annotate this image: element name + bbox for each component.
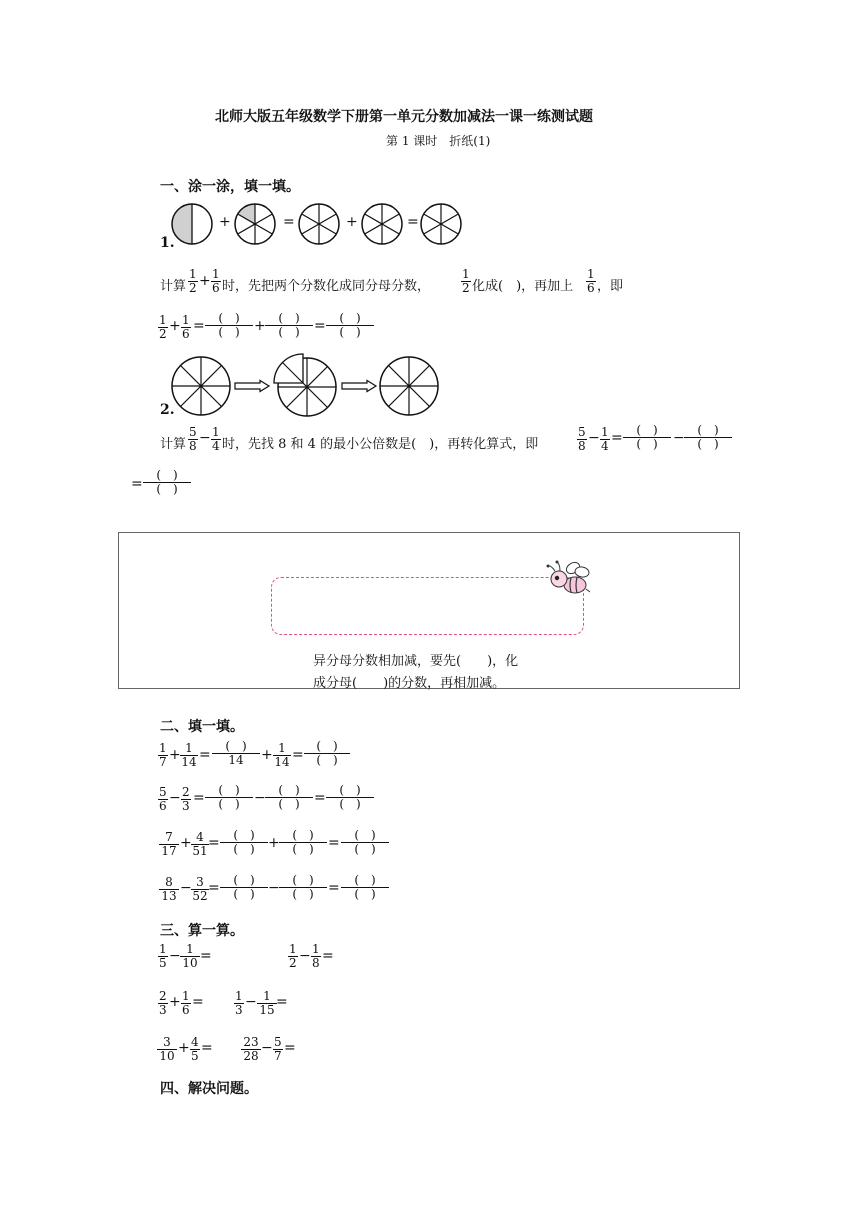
sixths-circle — [360, 202, 404, 246]
blank-fraction[interactable]: ( ) ( ) — [305, 740, 349, 767]
equals-sign: = — [200, 948, 212, 964]
fraction: $\frac{1}{6}$ — [182, 989, 190, 1017]
blank-fraction[interactable]: ( ) ( ) — [342, 829, 388, 856]
minus-sign: − — [245, 994, 257, 1010]
fraction: $\frac{5}{8}$ — [189, 425, 197, 453]
sixths-circle — [419, 202, 463, 246]
q2-text: 时，先找 8 和 4 的最小公倍数是( )，再转化算式，即 — [222, 437, 539, 452]
fraction: $\frac{1}{14}$ — [181, 741, 197, 769]
q1-text: 计算 — [160, 279, 187, 294]
fraction: $\frac{8}{13}$ — [160, 876, 178, 903]
equals-sign: = — [201, 1040, 213, 1056]
blank-fraction[interactable]: ( ) ( ) — [221, 874, 267, 901]
blank-fraction[interactable]: ( ) ( ) — [266, 312, 312, 339]
fraction: $\frac{1}{2}$ — [189, 267, 197, 295]
equals-sign: = — [193, 318, 205, 334]
blank-fraction[interactable]: ( ) ( ) — [144, 469, 190, 496]
section-1-heading: 一、涂一涂，填一填。 — [160, 179, 300, 195]
page-title: 北师大版五年级数学下册第一单元分数加减法一课一练测试题 — [215, 109, 593, 125]
plus-sign: + — [261, 747, 273, 763]
page-subtitle: 第 1 课时 折纸(1) — [386, 134, 491, 148]
fraction: $\frac{1}{2}$ — [289, 942, 297, 970]
minus-sign: − — [180, 880, 192, 896]
half-shaded-circle — [170, 202, 214, 246]
fraction: $\frac{1}{2}$ — [462, 267, 470, 295]
minus-sign: − — [299, 948, 311, 964]
plus-sign: + — [268, 835, 280, 851]
minus-sign: − — [261, 1040, 273, 1056]
fraction: $\frac{4}{51}$ — [192, 830, 208, 858]
plus-sign: + — [178, 1040, 190, 1056]
blank-fraction[interactable]: ( ) ( ) — [327, 312, 373, 339]
fraction: $\frac{2}{3}$ — [182, 785, 190, 813]
equals-sign: = — [407, 214, 419, 230]
equals-sign: = — [322, 948, 334, 964]
q1-text: 化成( )，再加上 — [472, 279, 574, 294]
eighths-circle-cut — [274, 352, 340, 418]
equals-sign: = — [208, 835, 220, 851]
equals-sign: = — [292, 747, 304, 763]
plus-sign: + — [169, 747, 181, 763]
q2-text: 计算 — [160, 437, 187, 452]
minus-sign: − — [268, 880, 280, 896]
blank-fraction[interactable]: ( ) ( ) — [342, 874, 388, 901]
eighths-circle — [378, 355, 440, 417]
fraction: $\frac{1}{6}$ — [182, 313, 190, 341]
fraction: $\frac{1}{6}$ — [587, 267, 595, 295]
fraction: $\frac{1}{6}$ — [212, 267, 220, 295]
fraction: $\frac{2}{3}$ — [159, 989, 167, 1017]
plus-sign: + — [169, 318, 181, 334]
fraction: $\frac{5}{7}$ — [274, 1035, 282, 1063]
plus-sign: + — [180, 835, 192, 851]
question-number: 1. — [160, 235, 175, 251]
q1-text: 时，先把两个分数化成同分母分数， — [222, 279, 431, 294]
fraction: $\frac{1}{2}$ — [159, 313, 167, 341]
sixths-circle — [297, 202, 341, 246]
plus-sign: + — [219, 214, 231, 230]
fraction: $\frac{1}{7}$ — [159, 741, 167, 769]
question-number: 2. — [160, 402, 175, 418]
minus-sign: − — [169, 948, 181, 964]
plus-sign: + — [254, 318, 266, 334]
fraction: $\frac{4}{5}$ — [191, 1035, 199, 1063]
arrow-icon — [234, 380, 270, 392]
tip-line-2: 成分母( )的分数，再相加减。 — [313, 676, 506, 691]
blank-fraction[interactable]: ( ) ( ) — [206, 784, 252, 811]
equals-sign: = — [276, 994, 288, 1010]
blank-fraction[interactable]: ( ) ( ) — [206, 312, 252, 339]
plus-sign: + — [169, 994, 181, 1010]
equals-sign: = — [328, 880, 340, 896]
section-2-heading: 二、填一填。 — [160, 719, 244, 735]
blank-fraction[interactable]: ( ) ( ) — [280, 874, 326, 901]
minus-sign: − — [254, 790, 266, 806]
equals-sign: = — [283, 214, 295, 230]
equals-sign: = — [328, 835, 340, 851]
tip-bubble — [271, 577, 584, 635]
fraction: $\frac{5}{6}$ — [159, 785, 167, 813]
equals-sign: = — [284, 1040, 296, 1056]
equals-sign: = — [131, 476, 143, 492]
equals-sign: = — [314, 318, 326, 334]
arrow-icon — [341, 380, 377, 392]
section-3-heading: 三、算一算。 — [160, 923, 244, 939]
blank-fraction[interactable]: ( ) ( ) — [685, 424, 731, 451]
blank-fraction[interactable]: ( ) ( ) — [266, 784, 312, 811]
equals-sign: = — [314, 790, 326, 806]
minus-sign: − — [169, 790, 181, 806]
minus-sign: − — [588, 430, 600, 446]
blank-fraction[interactable]: ( ) ( ) — [221, 829, 267, 856]
eighths-circle — [170, 355, 232, 417]
blank-fraction[interactable]: ( ) 14 — [213, 740, 259, 767]
fraction: $\frac{5}{8}$ — [578, 425, 586, 453]
tip-line-1: 异分母分数相加减，要先( )，化 — [313, 654, 519, 669]
equals-sign: = — [199, 747, 211, 763]
sixth-shaded-circle — [233, 202, 277, 246]
plus-sign: + — [346, 214, 358, 230]
plus-sign: + — [199, 273, 211, 289]
fraction: $\frac{3}{52}$ — [192, 875, 208, 903]
minus-sign: − — [199, 430, 211, 446]
fraction: $\frac{23}{28}$ — [242, 1036, 260, 1063]
fraction: $\frac{1}{15}$ — [258, 990, 276, 1017]
blank-fraction[interactable]: ( ) ( ) — [327, 784, 373, 811]
bee-icon — [540, 559, 592, 601]
q1-text: ，即 — [597, 279, 624, 294]
fraction: $\frac{1}{5}$ — [159, 942, 167, 970]
fraction: $\frac{1}{4}$ — [601, 425, 609, 453]
equals-sign: = — [192, 994, 204, 1010]
fraction: $\frac{1}{10}$ — [181, 943, 199, 970]
fraction: $\frac{1}{3}$ — [235, 989, 243, 1017]
equals-sign: = — [611, 430, 623, 446]
fraction: $\frac{1}{14}$ — [274, 741, 290, 769]
blank-fraction[interactable]: ( ) ( ) — [624, 424, 670, 451]
equals-sign: = — [208, 880, 220, 896]
fraction: $\frac{1}{8}$ — [312, 942, 320, 970]
fraction: $\frac{1}{4}$ — [212, 425, 220, 453]
minus-sign: − — [673, 430, 685, 446]
fraction: $\frac{3}{10}$ — [158, 1036, 176, 1063]
section-4-heading: 四、解决问题。 — [160, 1081, 258, 1097]
blank-fraction[interactable]: ( ) ( ) — [280, 829, 326, 856]
equals-sign: = — [193, 790, 205, 806]
fraction: $\frac{7}{17}$ — [160, 831, 178, 858]
